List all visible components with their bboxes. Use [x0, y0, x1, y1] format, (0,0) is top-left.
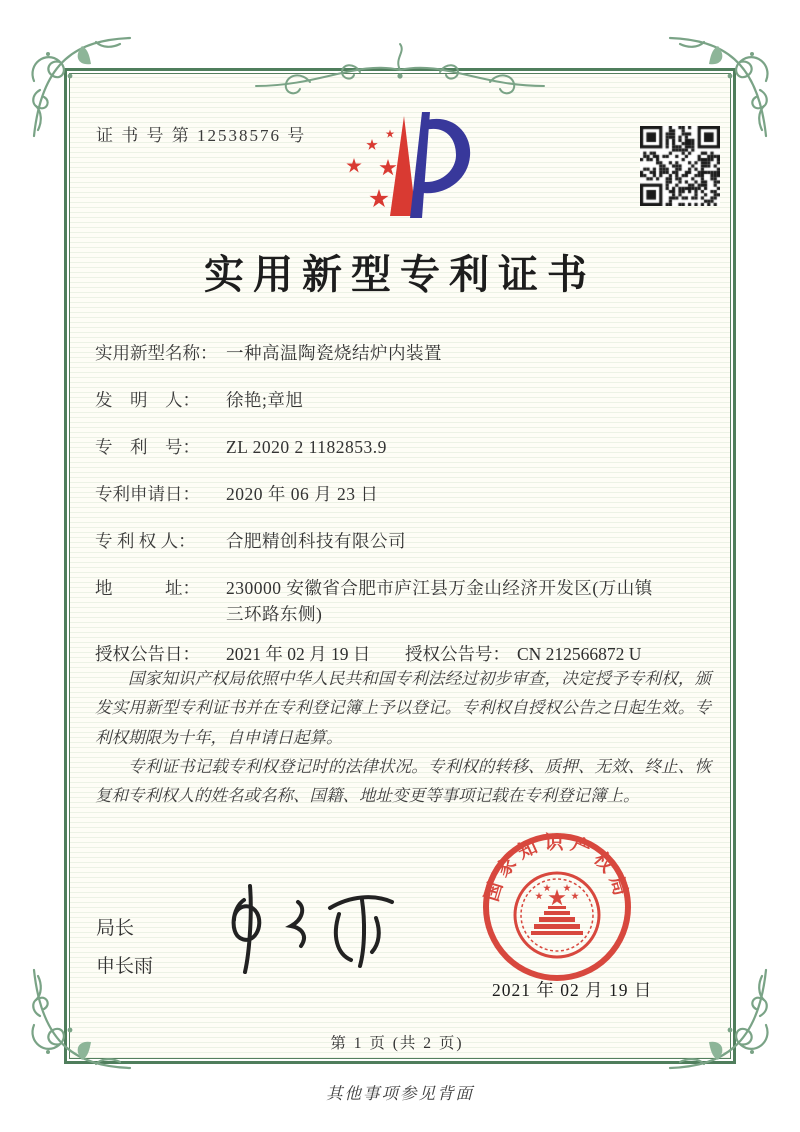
grant-no-value: CN 212566872 U	[517, 644, 642, 664]
field-value: ZL 2020 2 1182853.9	[226, 437, 387, 457]
field-label: 发 明 人：	[95, 390, 200, 410]
field-patentee	[95, 528, 655, 554]
grant-date-label: 授权公告日：	[95, 644, 200, 664]
seal-text: 国家知识产权局	[481, 832, 633, 904]
certificate-number: 证 书 号 第 12538576 号	[96, 126, 307, 145]
field-label: 地 址：	[95, 578, 200, 598]
grant-no-label: 授权公告号：	[405, 644, 510, 664]
signer-title: 局长	[96, 918, 135, 939]
legal-paragraph-1: 国家知识产权局依照中华人民共和国专利法经过初步审查，决定授予专利权，颁发实用新型专利证书并在专利登记簿上予以登记。专利权自授权公告之日起生效。专利权期限为十年，自申请日起算。	[95, 669, 711, 747]
commissioner-signature	[212, 878, 412, 978]
grant-seal-date: 2021 年 02 月 19 日	[492, 980, 653, 1000]
national-emblem-seal-icon	[477, 827, 637, 987]
field-value: 一种高温陶瓷烧结炉内装置	[226, 343, 442, 363]
field-label: 实用新型名称：	[95, 343, 218, 363]
cnipa-logo-icon	[332, 104, 482, 236]
legal-paragraph-2: 专利证书记载专利权登记时的法律状况。专利权的转移、质押、无效、终止、恢复和专利权人的姓名或名称、国籍、地址变更等事项记载在专利登记簿上。	[95, 757, 711, 806]
legal-text	[95, 664, 711, 811]
field-address	[95, 575, 655, 627]
field-label: 专利申请日：	[95, 484, 200, 504]
field-label: 专 利 权 人：	[95, 531, 196, 551]
field-value: 2020 年 06 月 23 日	[226, 484, 379, 504]
field-label: 专 利 号：	[95, 437, 200, 457]
back-side-note: 其他事项参见背面	[326, 1084, 474, 1103]
qr-code	[640, 126, 720, 206]
field-utility-model-name	[95, 340, 655, 366]
field-value: 徐艳;章旭	[226, 390, 304, 410]
field-value: 230000 安徽省合肥市庐江县万金山经济开发区(万山镇三环路东侧)	[226, 578, 653, 624]
field-inventor	[95, 387, 655, 413]
signer-name: 申长雨	[96, 956, 154, 977]
field-value: 合肥精创科技有限公司	[226, 531, 406, 551]
grant-date-value: 2021 年 02 月 19 日	[226, 644, 371, 664]
page-number: 第 1 页 (共 2 页)	[330, 1035, 464, 1052]
field-patent-number	[95, 434, 655, 460]
field-application-date	[95, 481, 655, 507]
signer-block	[96, 910, 153, 986]
certificate-fields	[95, 340, 655, 667]
certificate-title: 实用新型专利证书	[204, 252, 596, 297]
